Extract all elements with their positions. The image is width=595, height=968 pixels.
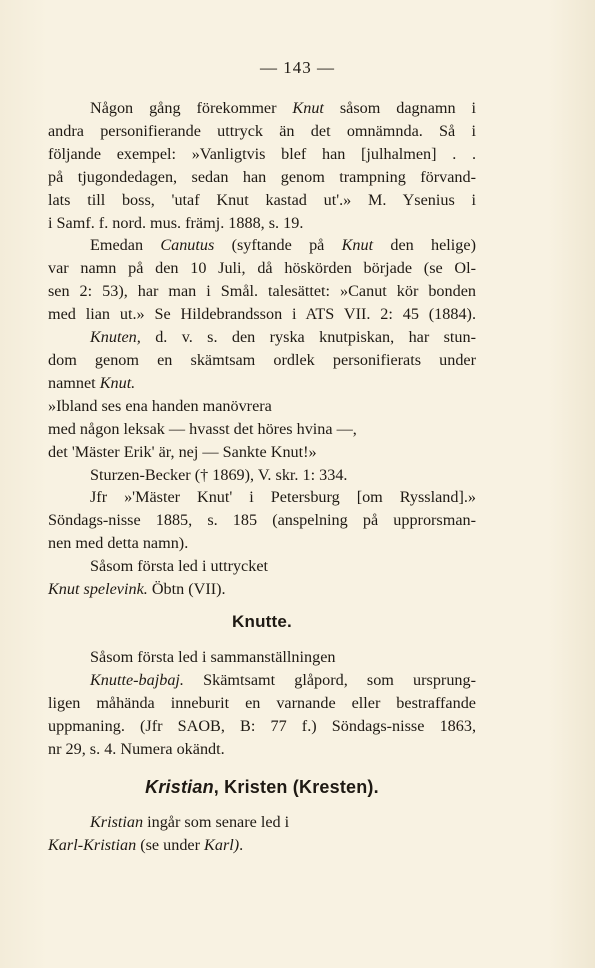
paragraph <box>48 486 476 555</box>
text-line: var namn på den 10 Juli, då höskörden började (se Ol- <box>48 259 476 278</box>
text-line: uppmaning. (Jfr SAOB, B: 77 f.) Söndags-nisse 1863, <box>48 716 476 735</box>
text-line: Någon gång förekommer Knut såsom dagnamn i <box>90 99 476 117</box>
text-line: Knutte-bajbaj. Skämtsamt glåpord, som ursprung- <box>90 670 476 689</box>
text-line: nen med detta namn). <box>48 534 189 553</box>
text-line: Såsom första led i sammanställningen <box>90 648 336 666</box>
text-line: på tjugondedagen, sedan han genom trampning förvand- <box>48 167 476 186</box>
paragraph <box>48 646 476 761</box>
text-line: det 'Mäster Erik' är, nej — Sankte Knut!» <box>48 442 317 461</box>
text-line: Såsom första led i uttrycket <box>90 557 269 576</box>
paragraph <box>48 326 476 395</box>
paragraph <box>48 555 476 601</box>
text-line: nr 29, s. 4. Numera okändt. <box>48 739 225 758</box>
paragraph <box>48 811 476 857</box>
text-line: Kristian ingår som senare led i <box>90 813 290 831</box>
entry-kristian <box>48 811 476 857</box>
entry-heading-kristian: Kristian, Kristen (Kresten). <box>145 777 379 797</box>
text-line: ligen måhända inneburit en varnande eller bestraffande <box>48 693 476 712</box>
text-line: namnet Knut. <box>48 373 136 392</box>
verse-quote <box>48 395 476 464</box>
paragraph <box>48 97 476 234</box>
text-line: Karl-Kristian (se under Karl). <box>48 835 244 854</box>
text-line: lats till boss, 'utaf Knut kastad ut'.» M. Ysenius i <box>48 190 476 209</box>
text-line: Jfr »'Mäster Knut' i Petersburg [om Ryssland].» <box>90 488 476 507</box>
entry-knutte <box>48 646 476 761</box>
text-line: Emedan Canutus (syftande på Knut den helige) <box>90 236 476 255</box>
text-line: sen 2: 53), har man i Smål. talesättet: »Canut kör bonden <box>48 282 476 301</box>
text-line: i Samf. f. nord. mus. främj. 1888, s. 19. <box>48 213 304 232</box>
text-line: »Ibland ses ena handen manövrera <box>48 396 272 415</box>
page-number: — 143 — <box>260 58 335 77</box>
entry-knut-continued <box>48 97 476 601</box>
paragraph <box>48 464 476 487</box>
text-line: andra personifierande uttryck än det omnämnda. Så i <box>48 121 476 140</box>
entry-heading-knutte: Knutte. <box>232 612 292 631</box>
paragraph <box>48 234 476 326</box>
text-line: Knut spelevink. Öbtn (VII). <box>48 580 226 599</box>
text-line: Sturzen-Becker († 1869), V. skr. 1: 334. <box>90 465 348 484</box>
text-line: Knuten, d. v. s. den ryska knutpiskan, har stun- <box>90 328 476 347</box>
text-line: följande exempel: »Vanligtvis blef han [julhalmen] . . <box>48 144 476 163</box>
text-line: med lian ut.» Se Hildebrandsson i ATS VII. 2: 45 (1884). <box>48 305 476 324</box>
text-line: Söndags-nisse 1885, s. 185 (anspelning på upprorsman- <box>48 511 476 530</box>
text-line: dom genom en skämtsam ordlek personifierats under <box>48 350 476 369</box>
text-line: med någon leksak — hvasst det höres hvina —, <box>48 419 357 438</box>
